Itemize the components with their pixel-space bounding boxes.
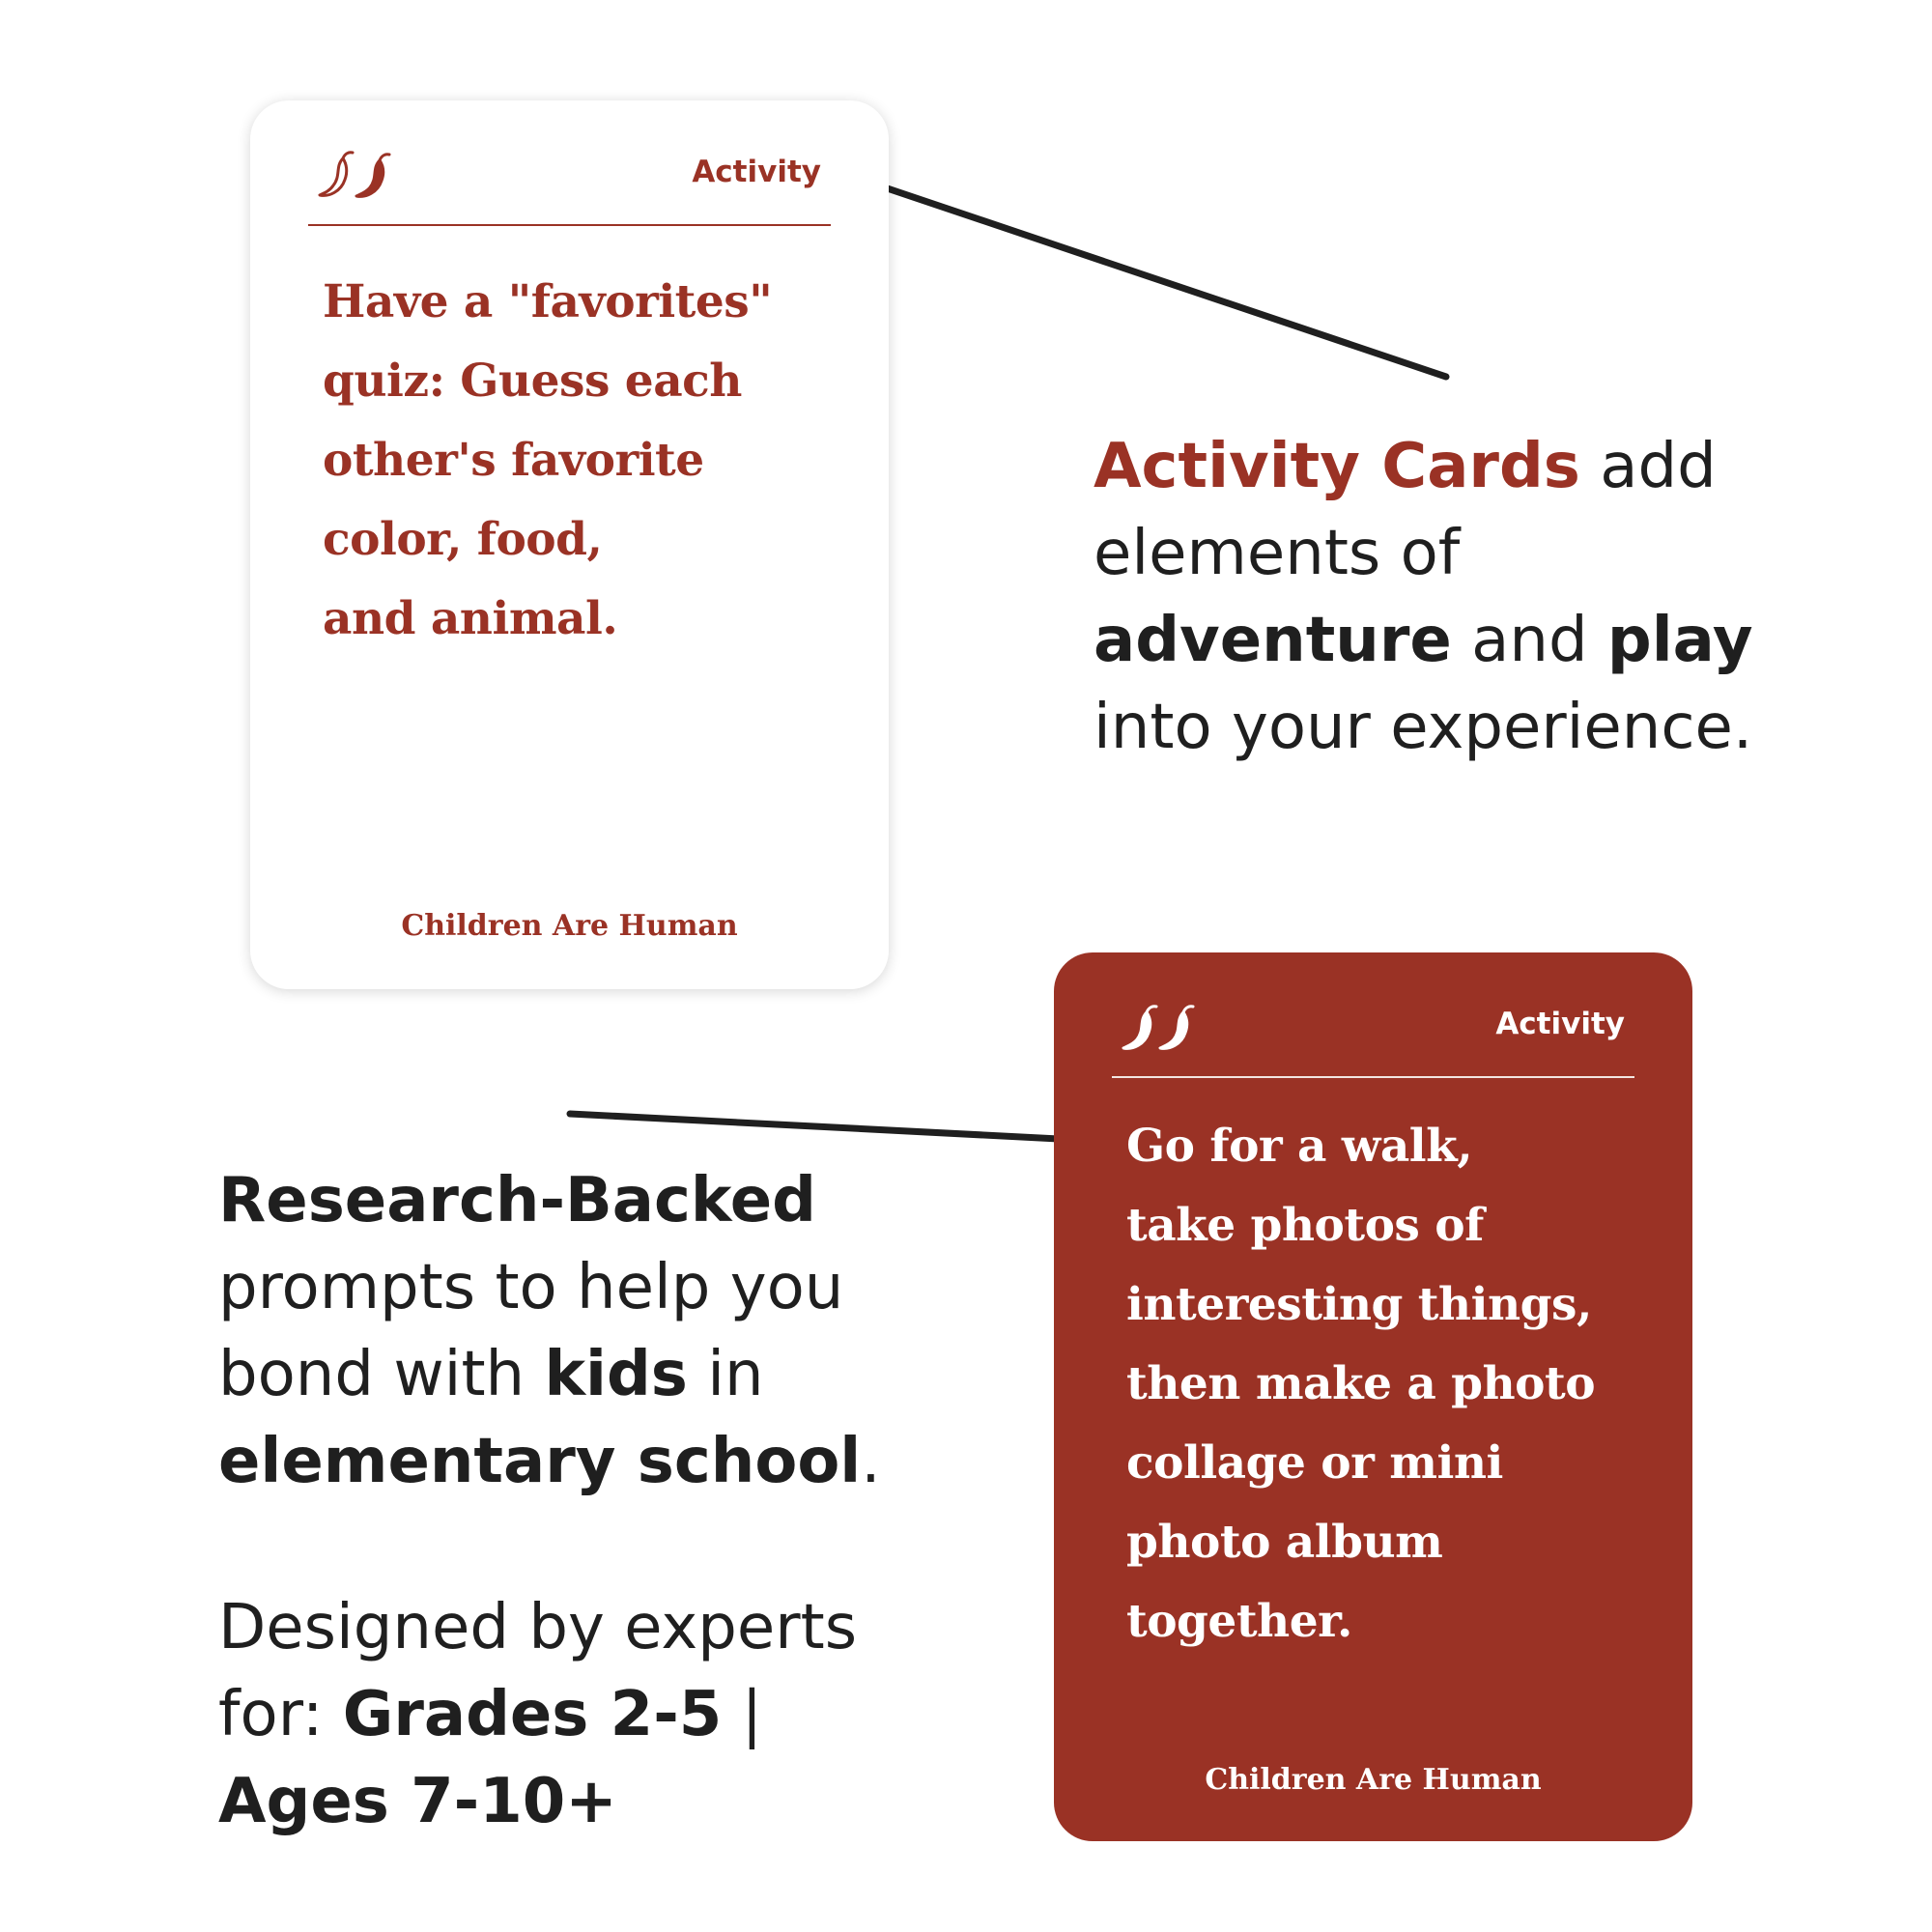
- callout-line: [218, 1331, 881, 1418]
- callout-line: into your experience.: [1094, 692, 1753, 763]
- card-header: [308, 139, 831, 226]
- callout-emphasis: adventure: [1094, 605, 1452, 676]
- callout-line: [218, 1671, 857, 1758]
- connector-line-activity: [850, 176, 1446, 377]
- callout-line: Designed by experts: [218, 1592, 858, 1663]
- callout-text: add: [1579, 431, 1717, 502]
- callout-research-backed: [218, 1157, 881, 1505]
- callout-text: for:: [218, 1679, 343, 1750]
- activity-cards-heading: Activity Cards: [1094, 431, 1580, 502]
- card-category-label: Activity: [692, 155, 821, 189]
- grades-label: Grades 2-5: [342, 1679, 723, 1750]
- connector-line-research: [570, 1114, 1096, 1141]
- callout-line: [1094, 423, 1753, 510]
- ages-label: Ages 7-10+: [218, 1766, 617, 1837]
- callout-text: |: [722, 1679, 763, 1750]
- card-prompt-text: Have a "favorites" quiz: Guess each other's favorite color, food, and animal.: [323, 275, 773, 645]
- activity-card-white: [250, 100, 889, 989]
- callout-line: elements of: [1094, 518, 1461, 589]
- card-category-label: Activity: [1495, 1007, 1625, 1041]
- callout-emphasis: elementary school: [218, 1426, 862, 1497]
- callout-text: .: [861, 1426, 881, 1497]
- callout-emphasis: play: [1606, 605, 1753, 676]
- callout-text: in: [687, 1339, 764, 1410]
- chili-pepper-icon: [1120, 1001, 1201, 1053]
- callout-line: prompts to help you: [218, 1252, 844, 1323]
- callout-text: and: [1451, 605, 1607, 676]
- callout-activity-cards: [1094, 423, 1753, 771]
- card-header: [1112, 991, 1634, 1078]
- callout-line: [218, 1157, 881, 1244]
- callout-line: [218, 1418, 881, 1505]
- card-brand-name: Children Are Human: [1205, 1763, 1542, 1797]
- research-backed-heading: Research-Backed: [218, 1165, 816, 1236]
- callout-emphasis: kids: [544, 1339, 688, 1410]
- activity-card-red: [1054, 952, 1692, 1841]
- callout-text: bond with: [218, 1339, 545, 1410]
- callout-line: [1094, 597, 1753, 684]
- card-brand-name: Children Are Human: [401, 909, 738, 943]
- chili-pepper-icon: [316, 149, 397, 201]
- card-prompt-text: Go for a walk, take photos of interesting things, then make a photo collage or mini photo album together.: [1126, 1120, 1596, 1648]
- callout-line: [218, 1758, 857, 1845]
- callout-designed-by-experts: [218, 1584, 857, 1845]
